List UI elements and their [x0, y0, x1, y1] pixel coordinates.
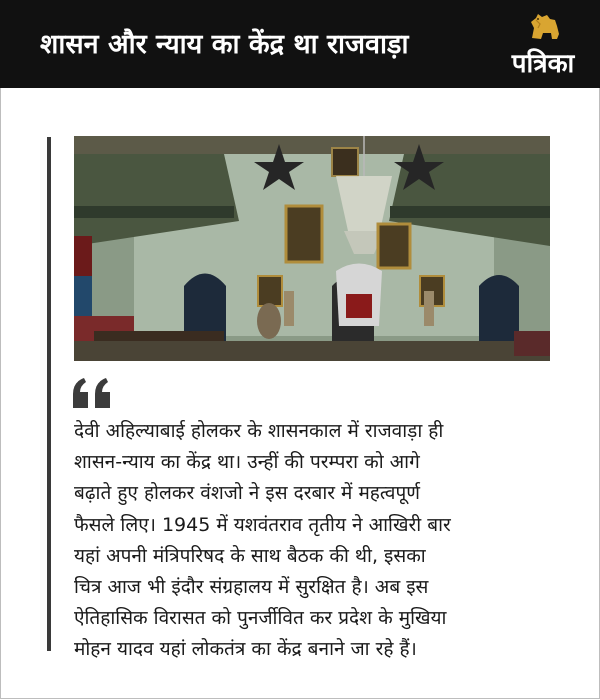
- quote-line: शासन-न्याय का केंद्र था। उन्हीं की परम्परा को आगे: [74, 451, 420, 474]
- quote-line: फैसले लिए। 1945 में यशवंतराव तृतीय ने आखिरी बार: [74, 513, 451, 536]
- patrika-logo[interactable]: [500, 10, 586, 80]
- quote-body: [74, 416, 560, 666]
- lion-icon: [528, 12, 562, 42]
- accent-bar: [47, 137, 51, 651]
- quote-line: चित्र आज भी इंदौर संग्रहालय में सुरक्षित है। अब इस: [74, 576, 429, 599]
- quote-icon: [70, 360, 116, 410]
- photo-illustration: [74, 136, 550, 361]
- quote-line: यहां अपनी मंत्रिपरिषद के साथ बैठक की थी, इसका: [74, 544, 426, 567]
- header-banner: [0, 0, 600, 88]
- quote-line: मोहन यादव यहां लोकतंत्र का केंद्र बनाने जा रहे हैं।: [74, 638, 417, 661]
- page-title: शासन और न्याय का केंद्र था राजवाड़ा: [40, 29, 409, 60]
- logo-wordmark: पत्रिका: [511, 49, 575, 79]
- durbar-hall-photo: [74, 136, 550, 361]
- quote-line: ऐतिहासिक विरासत को पुनर्जीवित कर प्रदेश के मुखिया: [74, 607, 447, 630]
- quote-line: बढ़ाते हुए होलकर वंशजो ने इस दरबार में महत्वपूर्ण: [74, 482, 421, 505]
- quote-line: देवी अहिल्याबाई होलकर के शासनकाल में राजवाड़ा ही: [74, 420, 444, 442]
